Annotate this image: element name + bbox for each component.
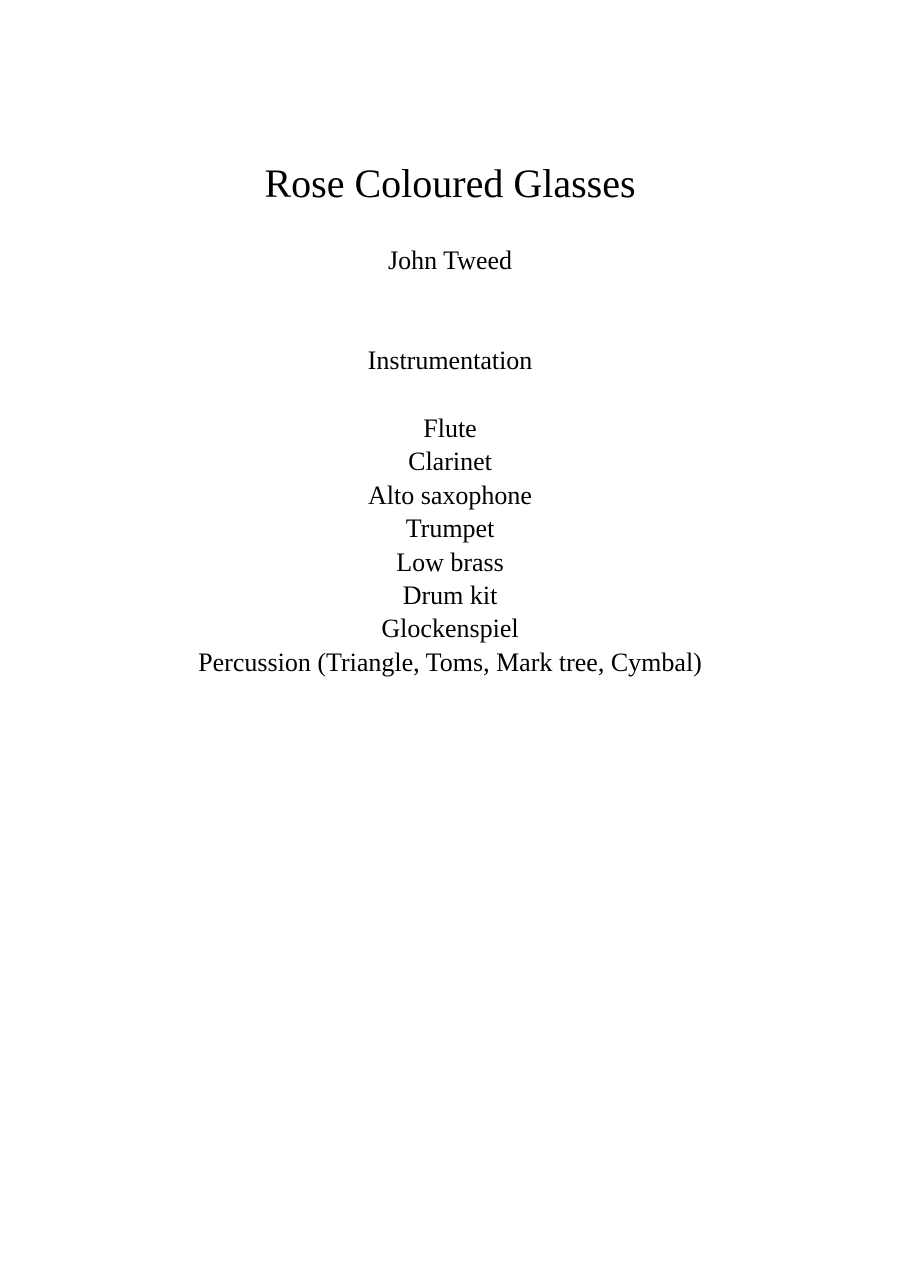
instrument-item: Low brass (396, 547, 504, 577)
instrumentation-heading: Instrumentation (367, 346, 533, 375)
instrument-item: Percussion (Triangle, Toms, Mark tree, Cymbal) (198, 647, 702, 677)
instrument-item: Alto saxophone (368, 480, 532, 510)
instrument-list (0, 412, 900, 679)
instrument-item: Trumpet (405, 514, 495, 544)
instrument-item: Drum kit (402, 580, 498, 610)
instrument-item: Clarinet (408, 447, 492, 477)
instrument-item: Flute (423, 414, 477, 443)
page-title: Rose Coloured Glasses (264, 161, 636, 206)
instrument-item: Glockenspiel (381, 614, 519, 644)
composer-name: John Tweed (387, 246, 513, 275)
